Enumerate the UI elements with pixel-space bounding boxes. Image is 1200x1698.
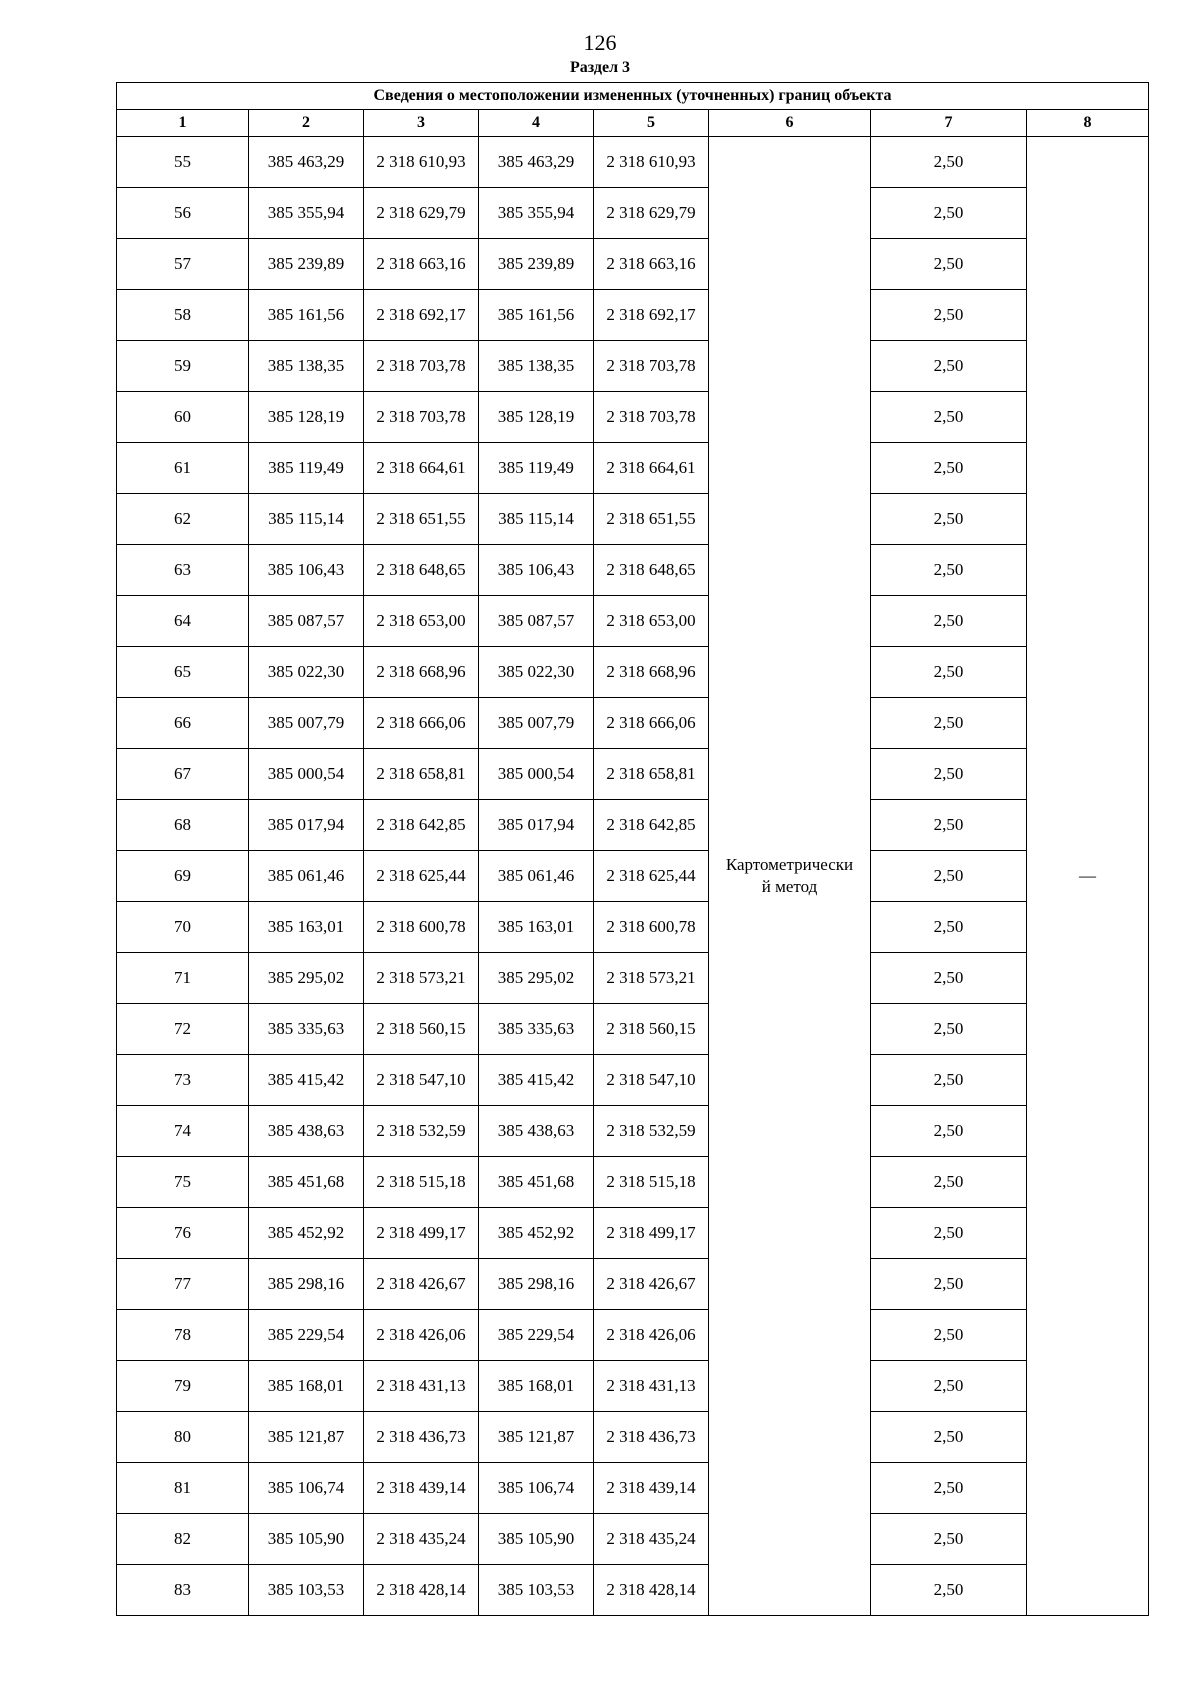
y-coord-new-cell: 2 318 653,00 (594, 596, 709, 647)
table-caption: Сведения о местоположении измененных (уточненных) границ объекта (117, 83, 1149, 110)
point-number-cell: 72 (117, 1004, 249, 1055)
x-coord-new-cell: 385 121,87 (479, 1412, 594, 1463)
precision-cell: 2,50 (871, 290, 1027, 341)
x-coord-cell: 385 128,19 (249, 392, 364, 443)
y-coord-new-cell: 2 318 642,85 (594, 800, 709, 851)
y-coord-new-cell: 2 318 666,06 (594, 698, 709, 749)
x-coord-new-cell: 385 451,68 (479, 1157, 594, 1208)
precision-cell: 2,50 (871, 1514, 1027, 1565)
x-coord-cell: 385 115,14 (249, 494, 364, 545)
y-coord-cell: 2 318 600,78 (364, 902, 479, 953)
y-coord-cell: 2 318 703,78 (364, 392, 479, 443)
precision-cell: 2,50 (871, 341, 1027, 392)
x-coord-new-cell: 385 138,35 (479, 341, 594, 392)
point-number-cell: 80 (117, 1412, 249, 1463)
x-coord-cell: 385 000,54 (249, 749, 364, 800)
x-coord-cell: 385 355,94 (249, 188, 364, 239)
y-coord-cell: 2 318 560,15 (364, 1004, 479, 1055)
point-number-cell: 77 (117, 1259, 249, 1310)
column-header: 8 (1027, 110, 1149, 137)
point-number-cell: 67 (117, 749, 249, 800)
table-row (117, 290, 1149, 341)
point-number-cell: 78 (117, 1310, 249, 1361)
x-coord-new-cell: 385 119,49 (479, 443, 594, 494)
table-row (117, 1106, 1149, 1157)
x-coord-cell: 385 239,89 (249, 239, 364, 290)
column-header: 1 (117, 110, 249, 137)
table-row (117, 902, 1149, 953)
point-number-cell: 57 (117, 239, 249, 290)
x-coord-new-cell: 385 017,94 (479, 800, 594, 851)
x-coord-new-cell: 385 161,56 (479, 290, 594, 341)
x-coord-cell: 385 007,79 (249, 698, 364, 749)
precision-cell: 2,50 (871, 1361, 1027, 1412)
table-row (117, 188, 1149, 239)
y-coord-cell: 2 318 426,67 (364, 1259, 479, 1310)
table-row (117, 1157, 1149, 1208)
y-coord-cell: 2 318 668,96 (364, 647, 479, 698)
y-coord-cell: 2 318 428,14 (364, 1565, 479, 1616)
y-coord-cell: 2 318 664,61 (364, 443, 479, 494)
y-coord-new-cell: 2 318 703,78 (594, 341, 709, 392)
table-row (117, 596, 1149, 647)
x-coord-cell: 385 451,68 (249, 1157, 364, 1208)
y-coord-cell: 2 318 653,00 (364, 596, 479, 647)
y-coord-new-cell: 2 318 668,96 (594, 647, 709, 698)
x-coord-new-cell: 385 115,14 (479, 494, 594, 545)
table-row (117, 1259, 1149, 1310)
column-header: 2 (249, 110, 364, 137)
point-number-cell: 74 (117, 1106, 249, 1157)
col8-cell: — (1027, 137, 1149, 1616)
y-coord-new-cell: 2 318 439,14 (594, 1463, 709, 1514)
precision-cell: 2,50 (871, 1463, 1027, 1514)
table-row (117, 443, 1149, 494)
y-coord-cell: 2 318 431,13 (364, 1361, 479, 1412)
precision-cell: 2,50 (871, 800, 1027, 851)
y-coord-cell: 2 318 573,21 (364, 953, 479, 1004)
x-coord-cell: 385 463,29 (249, 137, 364, 188)
precision-cell: 2,50 (871, 596, 1027, 647)
y-coord-cell: 2 318 703,78 (364, 341, 479, 392)
y-coord-new-cell: 2 318 648,65 (594, 545, 709, 596)
section-title: Раздел 3 (569, 59, 631, 76)
table-row (117, 749, 1149, 800)
y-coord-new-cell: 2 318 692,17 (594, 290, 709, 341)
point-number-cell: 75 (117, 1157, 249, 1208)
y-coord-new-cell: 2 318 664,61 (594, 443, 709, 494)
x-coord-new-cell: 385 295,02 (479, 953, 594, 1004)
precision-cell: 2,50 (871, 1004, 1027, 1055)
table-row (117, 1055, 1149, 1106)
point-number-cell: 60 (117, 392, 249, 443)
x-coord-cell: 385 335,63 (249, 1004, 364, 1055)
y-coord-cell: 2 318 651,55 (364, 494, 479, 545)
table-row (117, 239, 1149, 290)
point-number-cell: 61 (117, 443, 249, 494)
x-coord-cell: 385 061,46 (249, 851, 364, 902)
table-row (117, 341, 1149, 392)
point-number-cell: 55 (117, 137, 249, 188)
precision-cell: 2,50 (871, 494, 1027, 545)
y-coord-new-cell: 2 318 426,06 (594, 1310, 709, 1361)
x-coord-new-cell: 385 438,63 (479, 1106, 594, 1157)
precision-cell: 2,50 (871, 137, 1027, 188)
point-number-cell: 66 (117, 698, 249, 749)
table-row (117, 953, 1149, 1004)
point-number-cell: 59 (117, 341, 249, 392)
method-line: й метод (761, 877, 818, 896)
precision-cell: 2,50 (871, 545, 1027, 596)
table-row (117, 545, 1149, 596)
point-number-cell: 71 (117, 953, 249, 1004)
y-coord-new-cell: 2 318 629,79 (594, 188, 709, 239)
table-row (117, 1514, 1149, 1565)
table-row (117, 137, 1149, 188)
table-row (117, 1004, 1149, 1055)
point-number-cell: 65 (117, 647, 249, 698)
x-coord-cell: 385 087,57 (249, 596, 364, 647)
precision-cell: 2,50 (871, 1412, 1027, 1463)
precision-cell: 2,50 (871, 851, 1027, 902)
y-coord-new-cell: 2 318 600,78 (594, 902, 709, 953)
precision-cell: 2,50 (871, 239, 1027, 290)
y-coord-new-cell: 2 318 426,67 (594, 1259, 709, 1310)
x-coord-cell: 385 121,87 (249, 1412, 364, 1463)
x-coord-cell: 385 022,30 (249, 647, 364, 698)
precision-cell: 2,50 (871, 902, 1027, 953)
y-coord-new-cell: 2 318 547,10 (594, 1055, 709, 1106)
y-coord-cell: 2 318 436,73 (364, 1412, 479, 1463)
y-coord-cell: 2 318 692,17 (364, 290, 479, 341)
y-coord-cell: 2 318 663,16 (364, 239, 479, 290)
x-coord-cell: 385 295,02 (249, 953, 364, 1004)
x-coord-new-cell: 385 061,46 (479, 851, 594, 902)
precision-cell: 2,50 (871, 443, 1027, 494)
y-coord-new-cell: 2 318 703,78 (594, 392, 709, 443)
y-coord-new-cell: 2 318 610,93 (594, 137, 709, 188)
x-coord-new-cell: 385 229,54 (479, 1310, 594, 1361)
y-coord-cell: 2 318 610,93 (364, 137, 479, 188)
table-row (117, 698, 1149, 749)
column-header: 5 (594, 110, 709, 137)
precision-cell: 2,50 (871, 1157, 1027, 1208)
y-coord-cell: 2 318 666,06 (364, 698, 479, 749)
table-row (117, 1565, 1149, 1616)
x-coord-cell: 385 106,43 (249, 545, 364, 596)
precision-cell: 2,50 (871, 1106, 1027, 1157)
point-number-cell: 56 (117, 188, 249, 239)
table-row (117, 800, 1149, 851)
point-number-cell: 76 (117, 1208, 249, 1259)
point-number-cell: 79 (117, 1361, 249, 1412)
method-cell (709, 137, 871, 1616)
x-coord-new-cell: 385 355,94 (479, 188, 594, 239)
table-row (117, 1310, 1149, 1361)
precision-cell: 2,50 (871, 392, 1027, 443)
table-row (117, 392, 1149, 443)
y-coord-cell: 2 318 625,44 (364, 851, 479, 902)
y-coord-cell: 2 318 629,79 (364, 188, 479, 239)
y-coord-new-cell: 2 318 431,13 (594, 1361, 709, 1412)
y-coord-cell: 2 318 426,06 (364, 1310, 479, 1361)
x-coord-cell: 385 105,90 (249, 1514, 364, 1565)
x-coord-new-cell: 385 298,16 (479, 1259, 594, 1310)
y-coord-cell: 2 318 547,10 (364, 1055, 479, 1106)
x-coord-new-cell: 385 000,54 (479, 749, 594, 800)
precision-cell: 2,50 (871, 1565, 1027, 1616)
x-coord-new-cell: 385 007,79 (479, 698, 594, 749)
y-coord-cell: 2 318 515,18 (364, 1157, 479, 1208)
y-coord-cell: 2 318 439,14 (364, 1463, 479, 1514)
table-row (117, 647, 1149, 698)
table-row (117, 1463, 1149, 1514)
x-coord-new-cell: 385 463,29 (479, 137, 594, 188)
column-header: 7 (871, 110, 1027, 137)
y-coord-cell: 2 318 658,81 (364, 749, 479, 800)
precision-cell: 2,50 (871, 647, 1027, 698)
x-coord-new-cell: 385 415,42 (479, 1055, 594, 1106)
precision-cell: 2,50 (871, 698, 1027, 749)
x-coord-new-cell: 385 335,63 (479, 1004, 594, 1055)
y-coord-new-cell: 2 318 625,44 (594, 851, 709, 902)
x-coord-cell: 385 119,49 (249, 443, 364, 494)
point-number-cell: 63 (117, 545, 249, 596)
x-coord-new-cell: 385 106,74 (479, 1463, 594, 1514)
y-coord-new-cell: 2 318 663,16 (594, 239, 709, 290)
point-number-cell: 62 (117, 494, 249, 545)
x-coord-new-cell: 385 452,92 (479, 1208, 594, 1259)
y-coord-new-cell: 2 318 515,18 (594, 1157, 709, 1208)
precision-cell: 2,50 (871, 188, 1027, 239)
table-row (117, 1412, 1149, 1463)
boundary-table (116, 82, 1149, 1616)
point-number-cell: 58 (117, 290, 249, 341)
x-coord-cell: 385 106,74 (249, 1463, 364, 1514)
x-coord-new-cell: 385 087,57 (479, 596, 594, 647)
x-coord-cell: 385 415,42 (249, 1055, 364, 1106)
x-coord-cell: 385 229,54 (249, 1310, 364, 1361)
precision-cell: 2,50 (871, 953, 1027, 1004)
point-number-cell: 70 (117, 902, 249, 953)
y-coord-cell: 2 318 532,59 (364, 1106, 479, 1157)
x-coord-cell: 385 452,92 (249, 1208, 364, 1259)
y-coord-new-cell: 2 318 651,55 (594, 494, 709, 545)
table-row (117, 1208, 1149, 1259)
precision-cell: 2,50 (871, 1310, 1027, 1361)
point-number-cell: 83 (117, 1565, 249, 1616)
x-coord-new-cell: 385 163,01 (479, 902, 594, 953)
column-header: 3 (364, 110, 479, 137)
y-coord-new-cell: 2 318 428,14 (594, 1565, 709, 1616)
x-coord-cell: 385 103,53 (249, 1565, 364, 1616)
x-coord-cell: 385 438,63 (249, 1106, 364, 1157)
y-coord-cell: 2 318 499,17 (364, 1208, 479, 1259)
y-coord-new-cell: 2 318 435,24 (594, 1514, 709, 1565)
y-coord-new-cell: 2 318 499,17 (594, 1208, 709, 1259)
precision-cell: 2,50 (871, 749, 1027, 800)
x-coord-cell: 385 161,56 (249, 290, 364, 341)
x-coord-new-cell: 385 168,01 (479, 1361, 594, 1412)
table-row (117, 494, 1149, 545)
point-number-cell: 73 (117, 1055, 249, 1106)
precision-cell: 2,50 (871, 1259, 1027, 1310)
y-coord-new-cell: 2 318 532,59 (594, 1106, 709, 1157)
page-number: 126 (583, 30, 617, 55)
x-coord-new-cell: 385 106,43 (479, 545, 594, 596)
table-row (117, 1361, 1149, 1412)
point-number-cell: 68 (117, 800, 249, 851)
point-number-cell: 81 (117, 1463, 249, 1514)
point-number-cell: 82 (117, 1514, 249, 1565)
y-coord-cell: 2 318 435,24 (364, 1514, 479, 1565)
point-number-cell: 64 (117, 596, 249, 647)
method-line: Картометрически (725, 855, 854, 874)
y-coord-new-cell: 2 318 436,73 (594, 1412, 709, 1463)
x-coord-new-cell: 385 128,19 (479, 392, 594, 443)
x-coord-new-cell: 385 105,90 (479, 1514, 594, 1565)
x-coord-new-cell: 385 022,30 (479, 647, 594, 698)
column-header: 6 (709, 110, 871, 137)
y-coord-new-cell: 2 318 658,81 (594, 749, 709, 800)
x-coord-new-cell: 385 239,89 (479, 239, 594, 290)
precision-cell: 2,50 (871, 1208, 1027, 1259)
table-row (117, 851, 1149, 902)
x-coord-cell: 385 168,01 (249, 1361, 364, 1412)
x-coord-cell: 385 163,01 (249, 902, 364, 953)
x-coord-cell: 385 298,16 (249, 1259, 364, 1310)
x-coord-cell: 385 017,94 (249, 800, 364, 851)
y-coord-new-cell: 2 318 560,15 (594, 1004, 709, 1055)
point-number-cell: 69 (117, 851, 249, 902)
column-header: 4 (479, 110, 594, 137)
precision-cell: 2,50 (871, 1055, 1027, 1106)
x-coord-new-cell: 385 103,53 (479, 1565, 594, 1616)
x-coord-cell: 385 138,35 (249, 341, 364, 392)
table-body (117, 137, 1149, 1616)
y-coord-cell: 2 318 648,65 (364, 545, 479, 596)
y-coord-new-cell: 2 318 573,21 (594, 953, 709, 1004)
y-coord-cell: 2 318 642,85 (364, 800, 479, 851)
